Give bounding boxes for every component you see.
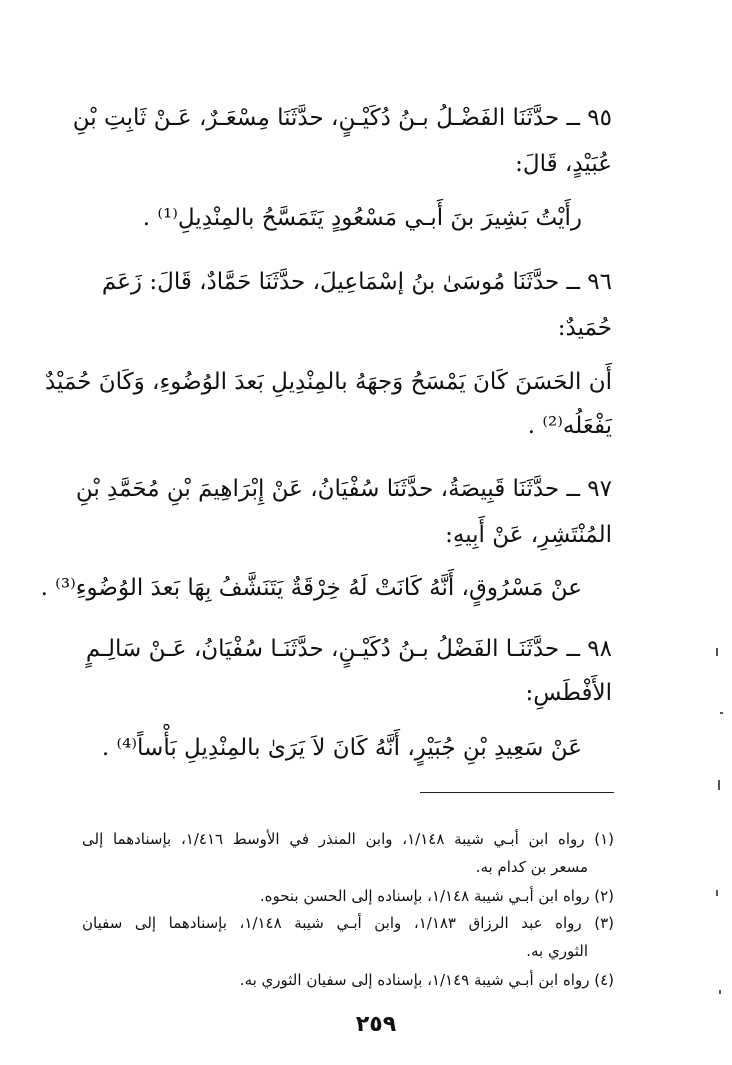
hadith-96-line-1: ٩٦ ــ حدَّثَنَا مُوسَىٰ بنُ إسْمَاعِيلَ، حدَّثَنَا حَمَّادٌ، قَالَ: زَعَمَ	[101, 269, 612, 295]
footnote-2: (٢) رواه ابن أبـي شيبة ١/١٤٨، بإسناده إلى الحسن بنحوه.	[259, 887, 614, 905]
hadith-97-line-2: المُنْتَشِرِ، عَنْ أَبِيهِ:	[445, 522, 612, 548]
hadith-95-matn: رأَيْتُ بَشِيرَ بنَ أَبـي مَسْعُودٍ يَتَمَسَّحُ بالمِنْدِيلِ⁽¹⁾ .	[142, 205, 582, 231]
footnote-3-line-2: الثوري به.	[526, 942, 588, 960]
page-number: ٢٥٩	[355, 1012, 397, 1037]
scan-speck	[719, 990, 721, 994]
hadith-98-line-1: ٩٨ ــ حدَّثَنَـا الفَضْلُ بـنُ دُكَيْـنٍ، حدَّثَنَـا سُفْيَانُ، عَـنْ سَالِـمٍ	[85, 636, 612, 662]
hadith-96-line-2: حُمَيدٌ:	[557, 315, 612, 341]
scan-speck	[718, 780, 720, 790]
hadith-95-line-1: ٩٥ ــ حدَّثَنَا الفَضْـلُ بـنُ دُكَيْـنٍ، حدَّثَنَا مِسْعَـرٌ، عَـنْ ثَابِتِ بْنِ	[72, 105, 612, 131]
hadith-97-line-1: ٩٧ ــ حدَّثَنَا قَبِيصَةُ، حدَّثَنَا سُفْيَانُ، عَنْ إِبْرَاهِيمَ بْنِ مُحَمَّدِ بْنِ	[75, 476, 612, 502]
footnote-3-line-1: (٣) رواه عبد الرزاق ١/١٨٣، وابن أبـي شيبة ١/١٤٨، بإسنادهما إلى سفيان	[82, 914, 615, 932]
hadith-95-line-2: عُبَيْدٍ، قَالَ:	[515, 151, 612, 177]
footnote-1-line-1: (١) رواه ابن أبـي شيبة ١/١٤٨، وابن المنذر في الأوسط ١/٤١٦، بإسنادهما إلى	[82, 830, 614, 848]
scan-speck	[720, 712, 723, 714]
hadith-98-line-2: الأَفْطَسِ:	[525, 680, 612, 706]
footnote-1-line-2: مسعر بن كدام به.	[475, 858, 588, 876]
hadith-96-matn-line-1: أَن الحَسَنَ كَانَ يَمْسَحُ وَجهَهُ بالمِنْدِيلِ بَعدَ الوُضُوءِ، وَكَانَ حُمَيْدٌ	[44, 369, 612, 395]
footnote-rule	[420, 792, 614, 793]
scan-speck	[716, 648, 718, 656]
footnote-4: (٤) رواه ابن أبـي شيبة ١/١٤٩، بإسناده إلى سفيان الثوري به.	[239, 971, 614, 989]
hadith-98-matn: عَنْ سَعِيدِ بْنِ جُبَيْرٍ، أَنَّهُ كَانَ لاَ يَرَىٰ بالمِنْدِيلِ بَأْساً⁽⁴⁾ .	[101, 735, 582, 761]
hadith-96-matn-line-2: يَفْعَلُه⁽²⁾ .	[527, 413, 612, 439]
hadith-97-matn: عنْ مَسْرُوقٍ، أَنَّهُ كَانَتْ لَهُ خِرْقَةٌ يَتَنَشَّفُ بِهَا بَعدَ الوُضُوءِ⁽³⁾ .	[40, 575, 582, 601]
scan-speck	[716, 890, 718, 896]
